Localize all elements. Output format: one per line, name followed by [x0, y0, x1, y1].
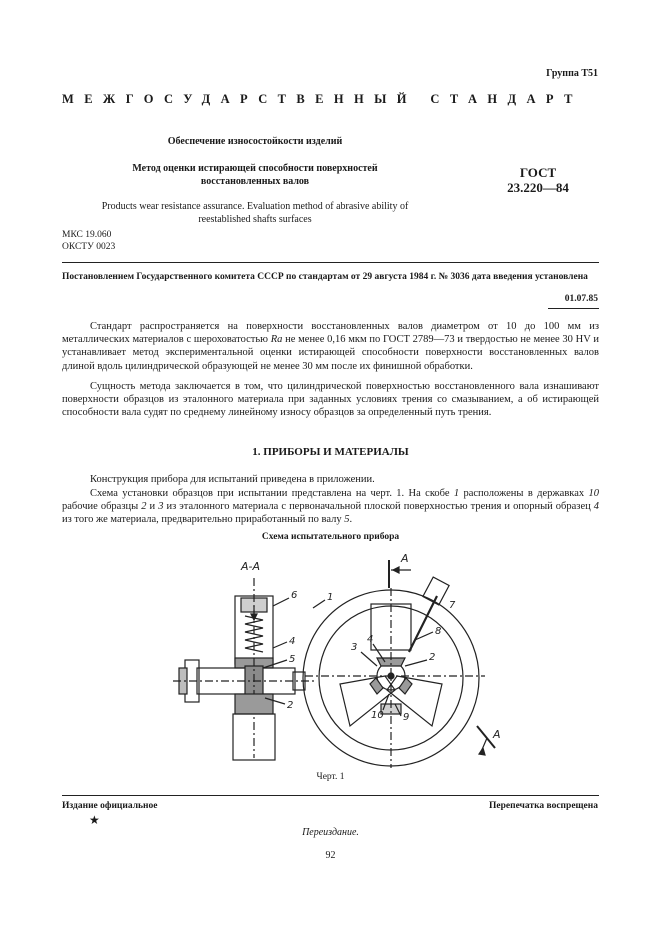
label-5: 5 — [289, 654, 296, 665]
label-2-left: 2 — [287, 700, 294, 711]
effective-date: 01.07.85 — [564, 294, 598, 304]
working-specimen-left — [370, 678, 383, 694]
p4-g: . — [349, 514, 353, 526]
leader-4 — [273, 642, 287, 648]
leader-2-front — [405, 660, 427, 666]
label-3: 3 — [351, 642, 358, 653]
document-title — [60, 162, 450, 188]
leader-1 — [313, 600, 325, 608]
star-icon: ★ — [89, 813, 100, 827]
label-1: 1 — [327, 592, 334, 603]
english-title-line-1: Products wear resistance assurance. Evaluation method of abrasive ability of — [101, 201, 409, 212]
page-number: 92 — [325, 850, 336, 861]
divider-top — [62, 262, 599, 263]
p4-d: и — [146, 501, 159, 513]
group-code: Группа Т51 — [546, 68, 598, 79]
paragraph-scheme — [62, 487, 599, 527]
gost-label: ГОСТ — [519, 165, 557, 180]
section-arrowhead-bottom — [479, 748, 485, 755]
figure-caption: Черт. 1 — [316, 772, 345, 782]
gost-code: 23.220—84 — [507, 180, 569, 195]
section-heading: 1. ПРИБОРЫ И МАТЕРИАЛЫ — [252, 446, 409, 458]
p4-b: расположены в державках — [459, 488, 589, 499]
section-label: А-А — [241, 560, 261, 573]
divider-bottom — [62, 795, 599, 796]
p4-n5: 5 — [344, 514, 350, 526]
p1-ra: Ra — [270, 334, 283, 346]
label-9: 9 — [403, 712, 410, 723]
p4-n2: 2 — [141, 501, 147, 513]
p4-e: из эталонного материала с первоначальной плоской поверхностью трения и опорный образец — [163, 501, 594, 513]
section-view-aa — [173, 578, 315, 760]
lower-holder — [233, 714, 275, 760]
okstu-code: ОКСТУ 0023 — [62, 242, 116, 252]
mks-code: МКС 19.060 — [62, 230, 112, 240]
paragraph-construction: Конструкция прибора для испытаний приведена в приложении. — [90, 474, 375, 485]
p4-f: из того же материала, предварительно приработанный по валу — [62, 514, 345, 526]
gost-number — [478, 165, 598, 195]
arrow-label-bottom: А — [493, 728, 501, 741]
standard-banner: МЕЖГОСУДАРСТВЕННЫЙ СТАНДАРТ — [62, 92, 583, 106]
reprint-prohibited: Перепечатка воспрещена — [488, 801, 598, 811]
working-specimen-right — [399, 678, 412, 694]
working-specimen — [235, 694, 273, 714]
title-line-1: Метод оценки истирающей способности поверхностей — [132, 163, 378, 174]
english-title — [60, 200, 450, 226]
figure-title: Схема испытательного прибора — [261, 532, 400, 542]
english-title-line-2: reestablished shafts surfaces — [198, 214, 312, 225]
weight — [423, 577, 449, 605]
p4-n1: 1 — [453, 488, 460, 499]
decree-text: Постановлением Государственного комитета СССР по стандартам от 29 августа 1984 г. № 3036 дата введения установлена — [62, 272, 588, 282]
p1-part-a: Стандарт распространяется на поверхности восстановленных валов диаметром от 10 до 100 мм из металлических материалов с шероховатостью — [62, 321, 599, 346]
label-4-front: 4 — [367, 634, 374, 645]
paragraph-scope — [62, 320, 599, 373]
date-underline — [548, 308, 599, 309]
label-8: 8 — [435, 626, 442, 637]
p4-c: рабочие образцы — [62, 501, 142, 513]
p4-n3: 3 — [158, 501, 164, 513]
classification-codes — [62, 229, 115, 253]
p1-part-b: не менее 0,16 мкм по ГОСТ 2789—73 и твердостью не менее 30 HV и устанавливает метод экспериментальной оценки истирающей способности поверхности восстановленных валов длиной вдоль цилиндрической образующей не менее 30 мм после их финишной обработки. — [62, 334, 599, 372]
official-edition: Издание официальное — [62, 801, 158, 811]
arrow-label-top: А — [401, 552, 409, 565]
document-subject: Обеспечение износостойкости изделий — [167, 136, 343, 147]
p4-n4: 4 — [593, 501, 600, 513]
label-4-left: 4 — [289, 636, 296, 647]
test-device-diagram — [165, 548, 505, 768]
title-line-2: восстановленных валов — [200, 176, 310, 187]
leader-6 — [273, 598, 289, 606]
label-7: 7 — [449, 600, 456, 611]
paragraph-essence: Сущность метода заключается в том, что цилиндрической поверхностью восстановленного вала изнашивают поверхности образцов из эталонного материала при заданных условиях трения со смазыванием, а об истирающей способности вала судят по среднему линейному износу образцов за определенный путь трения. — [62, 381, 599, 419]
label-2-front: 2 — [429, 652, 436, 663]
leader-3 — [361, 652, 377, 666]
lever-arm — [409, 596, 437, 652]
right-holder — [387, 676, 442, 726]
section-arrowhead-top — [393, 567, 399, 573]
p4-n10: 10 — [588, 488, 599, 499]
label-10: 10 — [371, 710, 384, 721]
label-6: 6 — [291, 590, 298, 601]
reissue-note: Переиздание. — [302, 827, 359, 838]
p4-a: Схема установки образцов при испытании представлена на черт. 1. На скобе — [90, 488, 454, 499]
